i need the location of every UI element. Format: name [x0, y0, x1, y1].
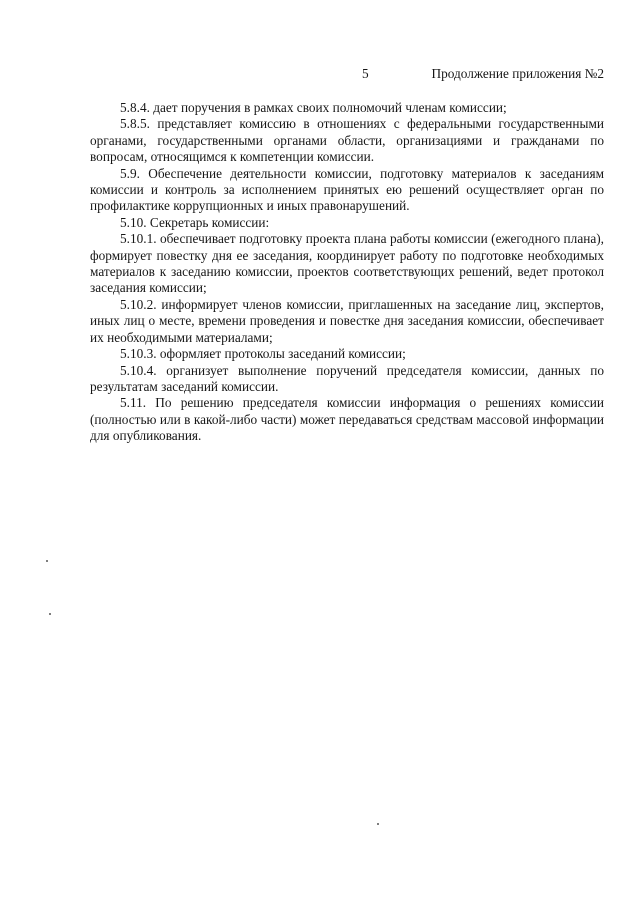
paragraph-5-10-4: 5.10.4. организует выполнение поручений председателя комиссии, данных по результатам заседаний комиссии. — [90, 362, 604, 394]
paragraph-5-10-1: 5.10.1. обеспечивает подготовку проекта плана работы комиссии (ежегодного плана), формирует повестку дня ее заседания, координирует работу по подготовке необходимых материалов к заседанию комиссии, проектов соответствующих решений, ведет протокол заседания комиссии; — [90, 231, 604, 296]
paragraph-5-10: 5.10. Секретарь комиссии: — [120, 214, 270, 230]
page-number: 5 — [362, 66, 369, 81]
appendix-continuation-title: Продолжение приложения №2 — [431, 66, 604, 81]
paragraph-5-8-4: 5.8.4. дает поручения в рамках своих полномочий членам комиссии; — [120, 100, 507, 115]
paragraph-5-9: 5.9. Обеспечение деятельности комиссии, подготовку материалов к заседаниям комиссии и контроль за исполнением принятых ею решений осуществляет орган по профилактике коррупционных и иных правонарушений. — [90, 165, 604, 214]
scan-speck — [377, 823, 379, 825]
paragraph-5-10-2: 5.10.2. информирует членов комиссии, приглашенных на заседание лиц, экспертов, иных лиц о месте, времени проведения и повестке дня заседания комиссии, обеспечивает их необходимыми материалами; — [90, 296, 604, 345]
page-header — [90, 66, 604, 84]
scan-speck — [46, 560, 48, 562]
paragraph-5-8-5: 5.8.5. представляет комиссию в отношениях с федеральными государственными органами, государственными органами области, организациями и гражданами по вопросам, относящимся к компетенции комиссии. — [90, 116, 604, 165]
document-body — [90, 100, 604, 445]
paragraph-5-10-3: 5.10.3. оформляет протоколы заседаний комиссии; — [120, 346, 406, 362]
scan-speck — [49, 613, 51, 615]
paragraph-5-11: 5.11. По решению председателя комиссии информация о решениях комиссии (полностью или в какой-либо части) может передаваться средствам массовой информации для опубликования. — [90, 395, 604, 444]
